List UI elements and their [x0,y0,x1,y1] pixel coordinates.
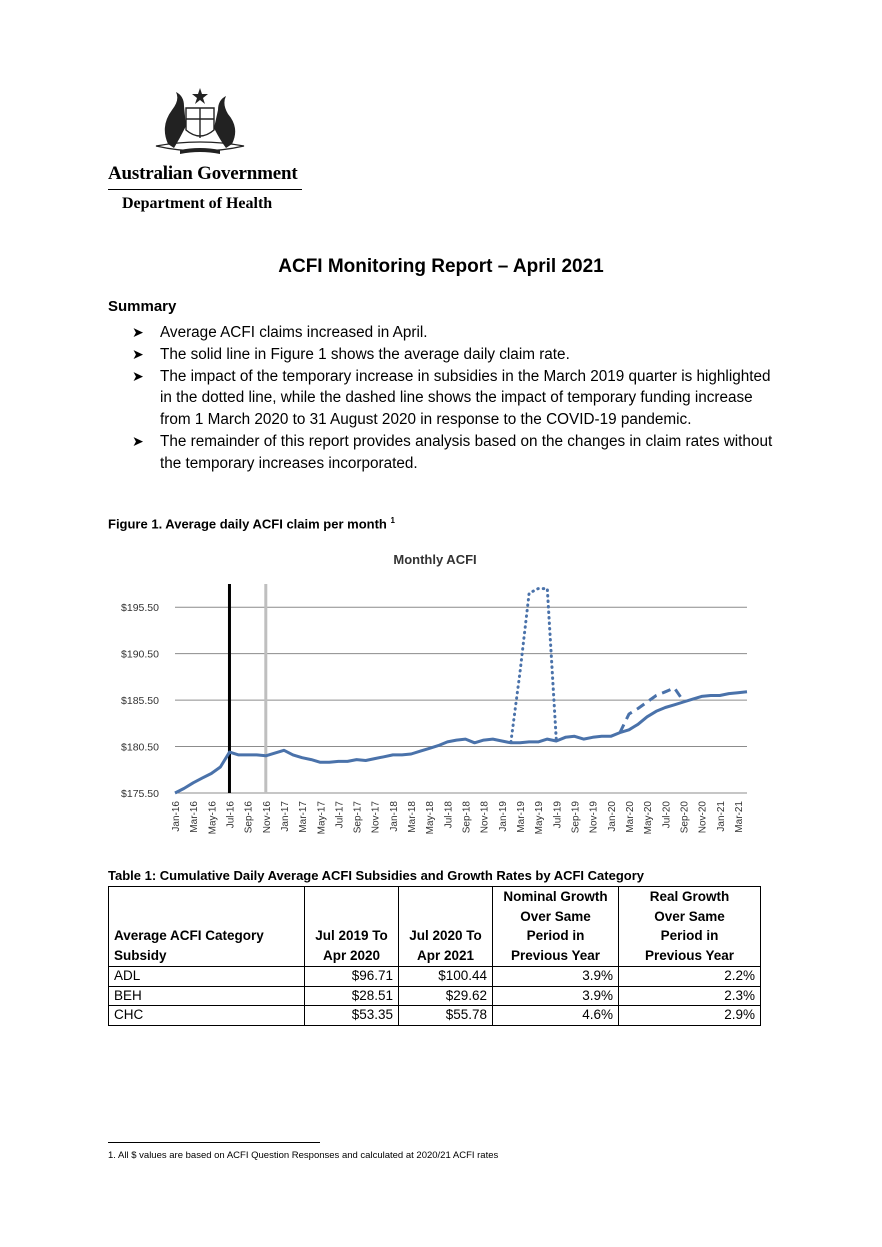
table-row: BEH $28.51 $29.62 3.9% 2.3% [109,986,761,1006]
y-tick-label: $190.50 [121,648,159,661]
footnote-rule [108,1142,320,1143]
acfi-table [108,886,761,1026]
x-tick-label: Jan-18 [388,801,400,832]
x-tick-label: Sep-17 [352,801,364,834]
x-tick-label: Jul-18 [443,801,455,829]
y-tick-label: $185.50 [121,695,159,708]
x-tick-label: Jul-19 [552,801,564,829]
x-tick-label: Sep-18 [461,801,473,834]
series-line-solid [175,692,747,793]
x-tick-label: Jul-20 [661,801,673,829]
x-tick-label: Jan-21 [715,801,727,832]
x-tick-label: Sep-16 [243,801,255,834]
summary-bullet: ➤ The remainder of this report provides analysis based on the changes in claim rates without the temporary increases incorporated. [132,432,773,472]
header-real-growth: Real Growth Over Same Period in Previous Year [619,887,761,967]
table-header-row [109,887,761,967]
arrow-bullet-icon: ➤ [132,367,144,384]
header-period-2020: Jul 2020 To Apr 2021 [399,887,493,967]
x-tick-label: May-20 [643,801,655,835]
x-tick-label: Sep-20 [679,801,691,834]
report-title: ACFI Monitoring Report – April 2021 [278,256,604,277]
x-tick-label: Mar-16 [189,801,201,833]
x-tick-label: Jan-19 [497,801,509,832]
x-tick-label: Jan-20 [606,801,618,832]
table-row: CHC $53.35 $55.78 4.6% 2.9% [109,1006,761,1026]
summary-bullet: ➤ Average ACFI claims increased in April. [130,322,780,344]
summary-bullet: ➤ The impact of the temporary increase in subsidies in the March 2019 quarter is highlighted in the dotted line, while the dashed line shows the impact of temporary funding increase from 1 March 2020 to 31 August 2020 in response to the COVID-19 pandemic. [132,367,771,429]
arrow-bullet-icon: ➤ [132,345,144,362]
department-name: Department of Health [122,195,273,212]
footnote: 1. All $ values are based on ACFI Question Responses and calculated at 2020/21 ACFI rates [108,1150,499,1161]
header-rule [108,189,302,190]
coat-of-arms-logo [150,86,250,158]
x-tick-label: Nov-16 [261,801,273,834]
x-tick-label: Mar-17 [298,801,310,833]
x-tick-label: Nov-19 [588,801,600,834]
x-tick-label: Mar-18 [407,801,419,833]
x-tick-label: Jul-17 [334,801,346,829]
x-tick-label: Jul-16 [225,801,237,829]
arrow-bullet-icon: ➤ [132,324,144,340]
header-category: Average ACFI Category Subsidy [109,887,305,967]
x-tick-label: Mar-19 [516,801,528,833]
y-tick-label: $175.50 [121,788,159,800]
figure-caption: Figure 1. Average daily ACFI claim per month $^1$ [108,516,395,532]
x-tick-label: May-18 [425,801,437,835]
monthly-acfi-chart [105,544,765,844]
footnote-ref: 1 [390,516,395,525]
header-nominal-growth: Nominal Growth Over Same Period in Previous Year [493,887,619,967]
summary-bullet: ➤ The solid line in Figure 1 shows the average daily claim rate. [130,344,780,366]
government-name: Australian Government [108,163,298,184]
series-line-dashed [620,688,684,733]
x-tick-label: Jan-16 [171,801,182,832]
x-tick-label: Nov-18 [479,801,491,834]
x-tick-label: Nov-17 [370,801,382,834]
x-tick-label: May-16 [207,801,219,835]
arrow-bullet-icon: ➤ [132,432,144,449]
x-tick-label: Jan-17 [279,801,291,832]
table-caption: Table 1: Cumulative Daily Average ACFI Subsidies and Growth Rates by ACFI Category [108,868,645,883]
x-tick-label: Mar-21 [733,801,745,833]
series-line-dotted [511,589,556,742]
y-tick-label: $180.50 [121,741,159,754]
y-tick-label: $195.50 [121,602,159,615]
x-tick-label: Mar-20 [624,801,636,833]
x-tick-label: May-17 [316,801,328,835]
table-row: ADL $96.71 $100.44 3.9% 2.2% [109,967,761,987]
summary-list [130,322,780,475]
x-tick-label: May-19 [534,801,546,835]
x-tick-label: Nov-20 [697,801,709,834]
header-period-2019: Jul 2019 To Apr 2020 [305,887,399,967]
x-tick-label: Sep-19 [570,801,582,834]
chart-title: Monthly ACFI [393,552,477,567]
summary-heading: Summary [108,298,177,315]
